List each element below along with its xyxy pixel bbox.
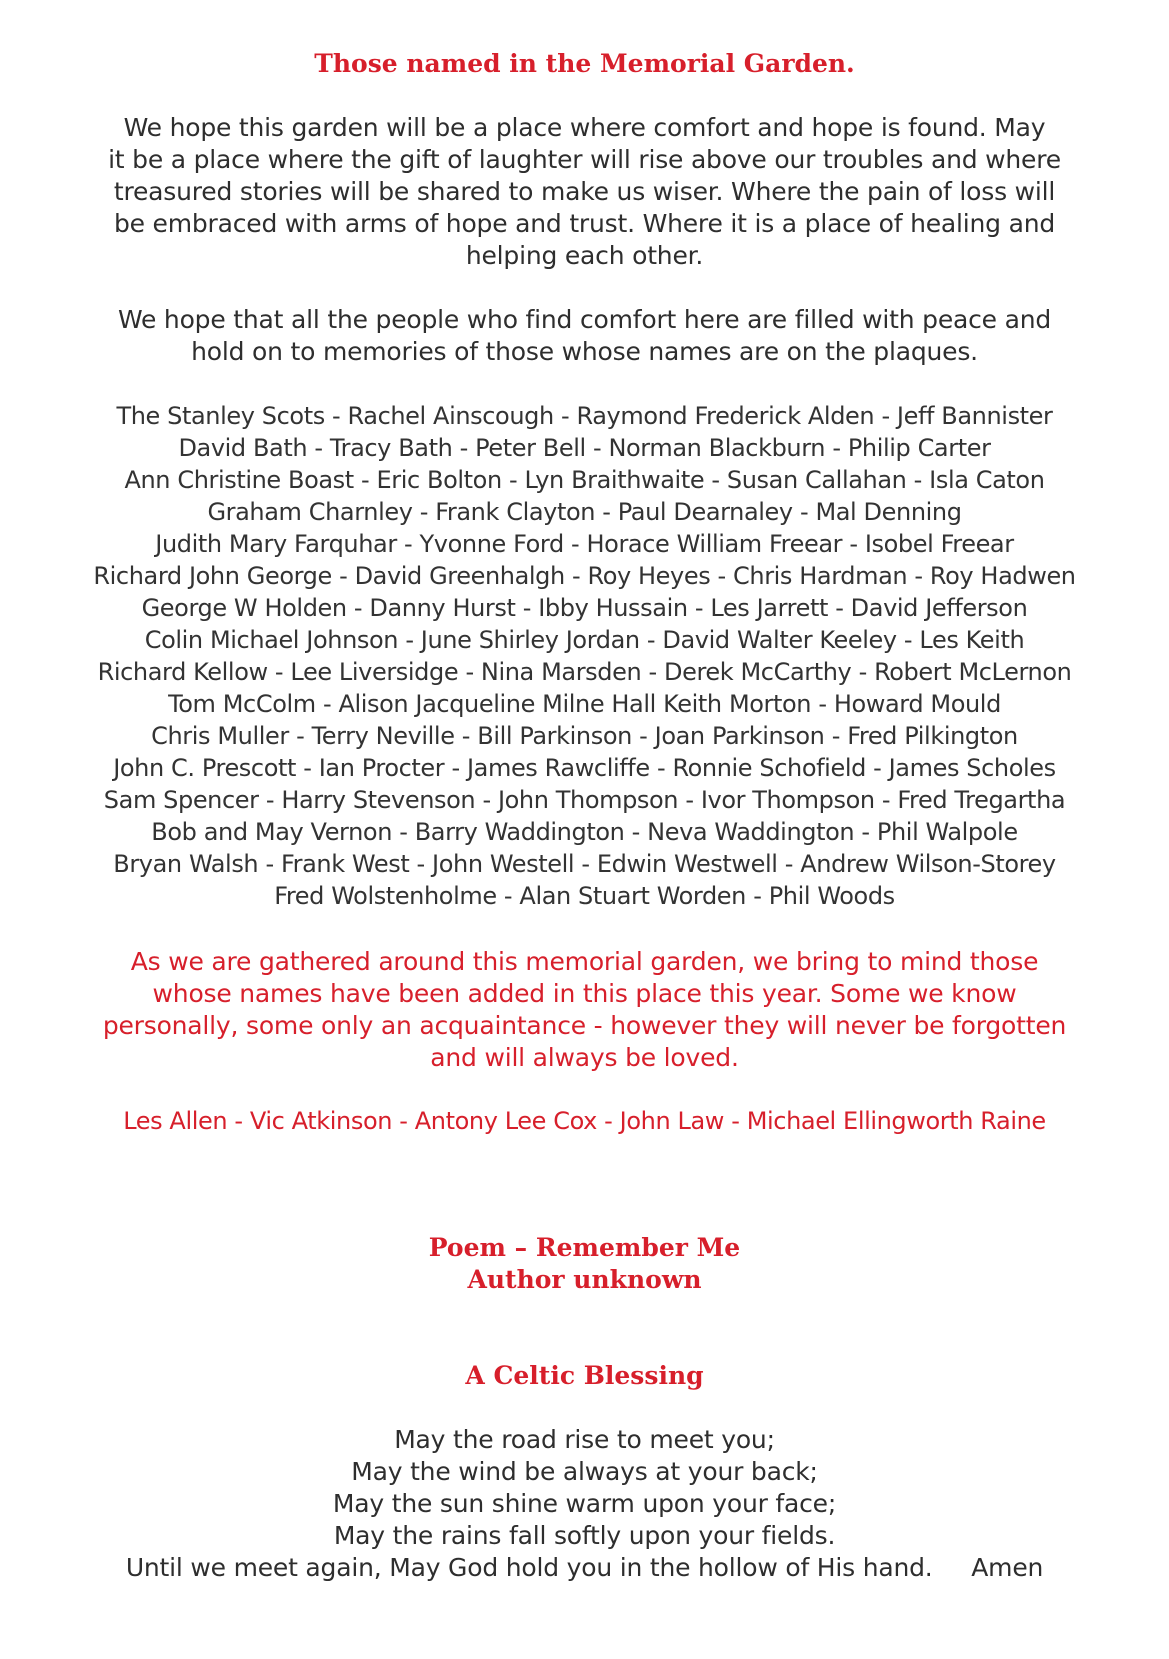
names-line: Colin Michael Johnson - June Shirley Jordan - David Walter Keeley - Les Keith — [144, 626, 1025, 654]
blessing-text — [0, 1424, 1169, 1584]
names-line: The Stanley Scots - Rachel Ainscough - Raymond Frederick Alden - Jeff Bannister — [116, 402, 1053, 430]
names-line: Richard John George - David Greenhalgh - Roy Heyes - Chris Hardman - Roy Hadwen — [93, 562, 1076, 590]
names-line: Judith Mary Farquhar - Yvonne Ford - Horace William Freear - Isobel Freear — [155, 530, 1014, 558]
gathered-paragraph — [0, 946, 1169, 1074]
blessing-line: May the wind be always at your back; — [351, 1457, 818, 1486]
intro-1-line: treasured stories will be shared to make us wiser. Where the pain of loss will — [113, 177, 1056, 206]
names-line: Ann Christine Boast - Eric Bolton - Lyn Braithwaite - Susan Callahan - Isla Caton — [124, 466, 1045, 494]
page-title: Those named in the Memorial Garden. — [314, 49, 855, 78]
names-line: Sam Spencer - Harry Stevenson - John Thompson - Ivor Thompson - Fred Tregartha — [103, 786, 1066, 814]
intro-paragraph-1 — [0, 112, 1169, 272]
names-line: John C. Prescott - Ian Procter - James Rawcliffe - Ronnie Schofield - James Scholes — [113, 754, 1056, 782]
intro-paragraph-2 — [0, 304, 1169, 368]
gathered-line: As we are gathered around this memorial garden, we bring to mind those — [130, 947, 1039, 976]
intro-2-line: We hope that all the people who find comfort here are filled with peace and — [117, 305, 1052, 334]
gathered-line: whose names have been added in this place this year. Some we know — [152, 979, 1017, 1008]
names-line: Bryan Walsh - Frank West - John Westell - Edwin Westwell - Andrew Wilson-Storey — [113, 850, 1056, 878]
names-line: Fred Wolstenholme - Alan Stuart Worden - Phil Woods — [274, 882, 895, 910]
poem-title: Poem – Remember Me — [428, 1233, 741, 1262]
poem-heading — [0, 1232, 1169, 1296]
names-list — [0, 400, 1169, 912]
names-line: Richard Kellow - Lee Liversidge - Nina Marsden - Derek McCarthy - Robert McLernon — [97, 658, 1072, 686]
poem-author: Author unknown — [467, 1265, 702, 1294]
recent-names: Les Allen - Vic Atkinson - Antony Lee Cox - John Law - Michael Ellingworth Raine — [123, 1107, 1046, 1135]
blessing-line: May the road rise to meet you; — [394, 1425, 775, 1454]
names-line: David Bath - Tracy Bath - Peter Bell - Norman Blackburn - Philip Carter — [178, 434, 991, 462]
intro-1-line: be embraced with arms of hope and trust. Where it is a place of healing and — [113, 209, 1056, 238]
intro-1-line: it be a place where the gift of laughter will rise above our troubles and where — [108, 145, 1061, 174]
gathered-line: personally, some only an acquaintance - however they will never be forgotten — [102, 1011, 1067, 1040]
intro-1-line: We hope this garden will be a place where comfort and hope is found. May — [123, 113, 1046, 142]
blessing-line: Until we meet again, May God hold you in the hollow of His hand. Amen — [125, 1553, 1044, 1582]
names-line: Tom McColm - Alison Jacqueline Milne Hall Keith Morton - Howard Mould — [168, 690, 1001, 718]
intro-2-line: hold on to memories of those whose names are on the plaques. — [191, 337, 978, 366]
names-line: Graham Charnley - Frank Clayton - Paul Dearnaley - Mal Denning — [207, 498, 962, 526]
gathered-line: and will always be loved. — [430, 1043, 739, 1072]
names-line: Chris Muller - Terry Neville - Bill Parkinson - Joan Parkinson - Fred Pilkington — [151, 722, 1018, 750]
blessing-line: May the sun shine warm upon your face; — [332, 1489, 837, 1518]
names-line: George W Holden - Danny Hurst - Ibby Hussain - Les Jarrett - David Jefferson — [141, 594, 1028, 622]
names-line: Bob and May Vernon - Barry Waddington - Neva Waddington - Phil Walpole — [151, 818, 1018, 846]
blessing-title: A Celtic Blessing — [465, 1361, 704, 1390]
intro-1-line: helping each other. — [465, 241, 704, 270]
blessing-line: May the rains fall softly upon your fields. — [333, 1521, 836, 1550]
